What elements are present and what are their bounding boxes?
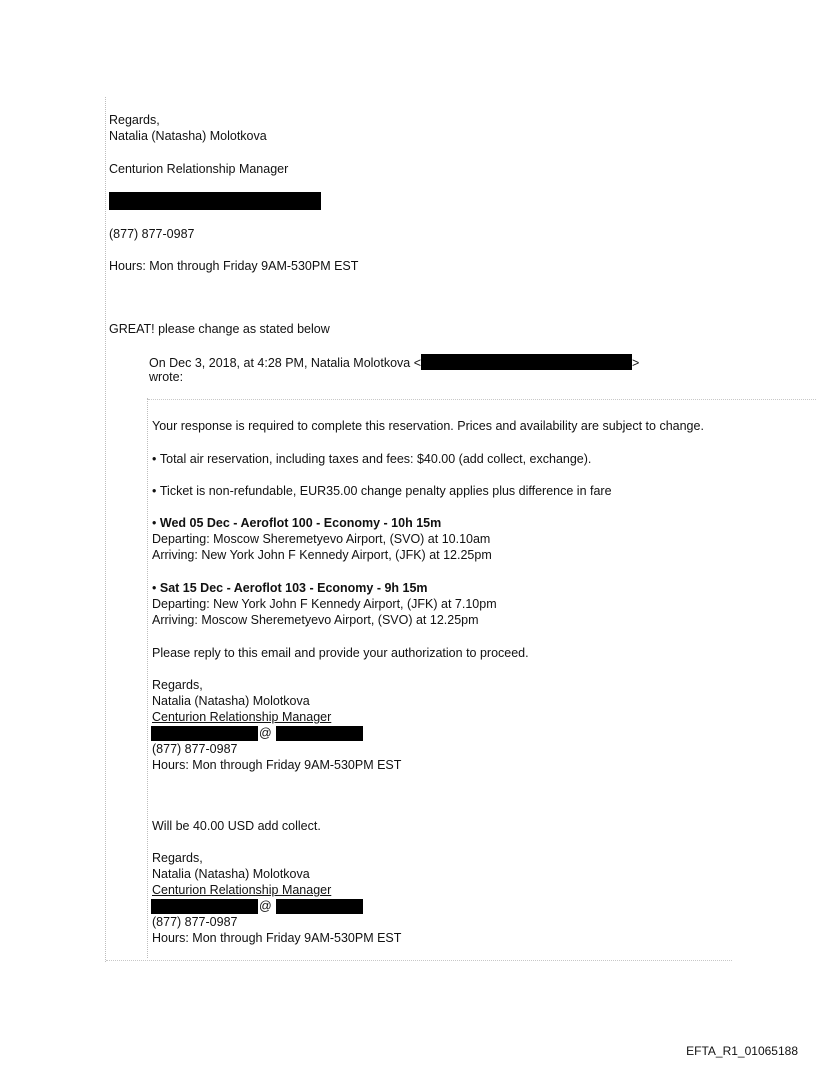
bullet-glyph: •	[152, 581, 157, 595]
signature-hours: Hours: Mon through Friday 9AM-530PM EST	[152, 758, 402, 772]
signature-top-phone: (877) 877-0987	[109, 227, 195, 241]
quote-header-suffix: >	[632, 356, 640, 370]
quote-header-line2: wrote:	[149, 370, 184, 384]
signature-regards: Regards,	[152, 678, 203, 692]
signature-title: Centurion Relationship Manager	[152, 883, 332, 897]
flight-departing: Departing: Moscow Sheremetyevo Airport, (SVO) at 10.10am	[152, 532, 491, 546]
signature-top-regards: Regards,	[109, 113, 160, 127]
bullet-item	[152, 484, 612, 499]
redaction-block	[276, 726, 363, 741]
flight-heading	[152, 581, 428, 596]
signature-hours: Hours: Mon through Friday 9AM-530PM EST	[152, 931, 402, 945]
signature-top-title: Centurion Relationship Manager	[109, 162, 289, 176]
inner-quote-line	[147, 398, 148, 958]
signature-regards: Regards,	[152, 851, 203, 865]
bullet-glyph: •	[152, 516, 157, 530]
redaction-block	[421, 354, 632, 370]
flight-heading-text: Wed 05 Dec - Aeroflot 100 - Economy - 10h 15m	[159, 516, 442, 530]
signature-top-name: Natalia (Natasha) Molotkova	[109, 129, 267, 143]
signature-title: Centurion Relationship Manager	[152, 710, 332, 724]
bullet-text: Total air reservation, including taxes and fees: $40.00 (add collect, exchange).	[159, 452, 592, 466]
reply-body-text: GREAT! please change as stated below	[109, 322, 330, 336]
signature-at-sign: @	[259, 726, 272, 740]
footer-document-id: EFTA_R1_01065188	[686, 1044, 798, 1058]
flight-departing: Departing: New York John F Kennedy Airport, (JFK) at 7.10pm	[152, 597, 497, 611]
bullet-glyph: •	[152, 484, 157, 498]
bullet-glyph: •	[152, 452, 157, 466]
outer-quote-bottom-line	[106, 960, 732, 961]
bullet-text: Ticket is non-refundable, EUR35.00 change penalty applies plus difference in fare	[159, 484, 612, 498]
redaction-block	[151, 899, 258, 914]
note-text: Will be 40.00 USD add collect.	[152, 819, 321, 833]
closing-text: Please reply to this email and provide your authorization to proceed.	[152, 646, 529, 660]
redaction-block	[151, 726, 258, 741]
quote-header-line1	[149, 354, 639, 371]
redaction-block	[109, 192, 321, 210]
inner-quote-top-line	[148, 399, 816, 400]
outer-quote-line	[105, 97, 106, 962]
quoted-intro: Your response is required to complete this reservation. Prices and availability are subject to change.	[152, 419, 704, 433]
signature-at-sign: @	[259, 899, 272, 913]
flight-heading	[152, 516, 441, 531]
flight-heading-text: Sat 15 Dec - Aeroflot 103 - Economy - 9h 15m	[159, 581, 428, 595]
redaction-block	[276, 899, 363, 914]
signature-name: Natalia (Natasha) Molotkova	[152, 694, 310, 708]
flight-arriving: Arriving: Moscow Sheremetyevo Airport, (SVO) at 12.25pm	[152, 613, 479, 627]
signature-phone: (877) 877-0987	[152, 742, 238, 756]
quote-header-prefix: On Dec 3, 2018, at 4:28 PM, Natalia Molotkova <	[149, 356, 422, 370]
bullet-item	[152, 452, 591, 467]
flight-arriving: Arriving: New York John F Kennedy Airport, (JFK) at 12.25pm	[152, 548, 492, 562]
signature-phone: (877) 877-0987	[152, 915, 238, 929]
signature-name: Natalia (Natasha) Molotkova	[152, 867, 310, 881]
signature-top-hours: Hours: Mon through Friday 9AM-530PM EST	[109, 259, 359, 273]
